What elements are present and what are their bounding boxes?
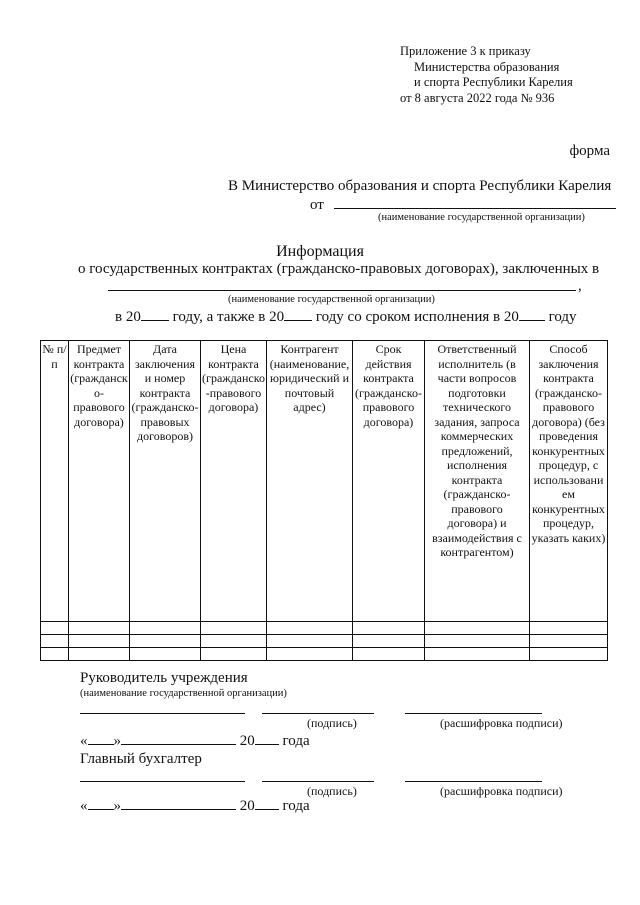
table-cell[interactable]	[425, 622, 530, 635]
org-caption-1: (наименование государственной организации)	[378, 212, 585, 223]
org-caption-2: (наименование государственной организации)	[228, 294, 435, 305]
accountant-org-line[interactable]	[80, 781, 245, 782]
table-cell[interactable]	[530, 635, 608, 648]
accountant-decoding-line[interactable]	[405, 781, 542, 782]
document-subtitle: о государственных контрактах (гражданско-правовых договорах), заключенных в	[78, 261, 600, 277]
year-prefix: 20	[239, 733, 255, 749]
table-row	[41, 635, 608, 648]
table-cell[interactable]	[425, 635, 530, 648]
head-date-row	[80, 733, 310, 750]
year-suffix: года	[282, 733, 310, 749]
table-cell[interactable]	[267, 648, 353, 661]
table-cell[interactable]	[353, 635, 425, 648]
accountant-year-blank[interactable]	[255, 809, 279, 810]
document-title: Информация	[276, 243, 364, 260]
col-subject-header: Предмет контракта (гражданско-правового договора)	[69, 341, 130, 622]
accountant-signature-line[interactable]	[262, 781, 374, 782]
year-blank-3[interactable]	[519, 320, 545, 321]
year-line	[115, 309, 577, 326]
head-org-line[interactable]	[80, 713, 245, 714]
col-method-header: Способ заключения контракта (гражданско-правового договора) (без проведения конкурентных процедур, с использованием конкурентных процедур, указать каких)	[530, 341, 608, 622]
table-cell[interactable]	[130, 622, 201, 635]
accountant-signature-caption: (подпись)	[307, 784, 357, 798]
head-decoding-line[interactable]	[405, 713, 542, 714]
col-date-header: Дата заключения и номер контракта (гражданско-правовых договоров)	[130, 341, 201, 622]
appendix-line-1: Приложение 3 к приказу	[400, 44, 531, 58]
contracts-table	[40, 340, 608, 661]
head-day-blank[interactable]	[88, 744, 114, 745]
table-cell[interactable]	[201, 648, 267, 661]
table-cell[interactable]	[69, 635, 130, 648]
head-signature-caption: (подпись)	[307, 716, 357, 730]
year-prefix: 20	[239, 798, 255, 814]
from-label: от	[310, 197, 324, 213]
col-executor-header: Ответственный исполнитель (в части вопросов подготовки технического задания, запроса коммерческих предложений, исполнения контракта (гражданско-правового договора) и взаимодействия с контрагентом)	[425, 341, 530, 622]
from-org-line[interactable]	[334, 208, 616, 209]
table-cell[interactable]	[267, 622, 353, 635]
year-part-2: году, а также в 20	[172, 309, 285, 325]
head-year-blank[interactable]	[255, 744, 279, 745]
table-cell[interactable]	[201, 635, 267, 648]
quote-open: «	[80, 733, 88, 749]
head-title: Руководитель учреждения	[80, 670, 248, 686]
accountant-title: Главный бухгалтер	[80, 751, 202, 767]
subtitle-comma: ,	[578, 278, 582, 294]
addressee: В Министерство образования и спорта Республики Карелия	[228, 178, 612, 194]
table-cell[interactable]	[41, 622, 69, 635]
head-month-blank[interactable]	[121, 744, 236, 745]
table-cell[interactable]	[267, 635, 353, 648]
year-part-3: году со сроком исполнения в 20	[315, 309, 519, 325]
appendix-header	[400, 44, 573, 106]
appendix-line-2: Министерства образования	[414, 59, 560, 74]
table-cell[interactable]	[69, 622, 130, 635]
table-cell[interactable]	[201, 622, 267, 635]
quote-open: «	[80, 798, 88, 814]
table-cell[interactable]	[130, 635, 201, 648]
table-cell[interactable]	[41, 635, 69, 648]
col-price-header: Цена контракта (гражданско-правового договора)	[201, 341, 267, 622]
appendix-line-3: и спорта Республики Карелия	[414, 75, 573, 89]
table-cell[interactable]	[130, 648, 201, 661]
year-blank-1[interactable]	[141, 320, 169, 321]
table-cell[interactable]	[425, 648, 530, 661]
accountant-day-blank[interactable]	[88, 809, 114, 810]
year-part-1: в 20	[115, 309, 141, 325]
appendix-line-4: от 8 августа 2022 года № 936	[400, 90, 555, 105]
table-cell[interactable]	[353, 648, 425, 661]
accountant-month-blank[interactable]	[121, 809, 236, 810]
head-signature-line[interactable]	[262, 713, 374, 714]
year-suffix: года	[282, 798, 310, 814]
quote-close: »	[113, 798, 121, 814]
form-label: форма	[569, 143, 610, 159]
table-header-row	[41, 341, 608, 622]
table-cell[interactable]	[69, 648, 130, 661]
table-row	[41, 622, 608, 635]
year-part-4: году	[548, 309, 577, 325]
col-term-header: Срок действия контракта (гражданско-правового договора)	[353, 341, 425, 622]
head-org-caption: (наименование государственной организации)	[80, 688, 287, 699]
accountant-decoding-caption: (расшифровка подписи)	[440, 784, 563, 798]
table-cell[interactable]	[353, 622, 425, 635]
col-number-header: № п/п	[41, 341, 69, 622]
table-cell[interactable]	[530, 648, 608, 661]
accountant-date-row	[80, 798, 310, 815]
head-decoding-caption: (расшифровка подписи)	[440, 716, 563, 730]
org-line-2[interactable]	[108, 290, 576, 291]
year-blank-2[interactable]	[284, 320, 312, 321]
table-row	[41, 648, 608, 661]
table-cell[interactable]	[41, 648, 69, 661]
quote-close: »	[113, 733, 121, 749]
table-cell[interactable]	[530, 622, 608, 635]
col-counterparty-header: Контрагент (наименование, юридический и почтовый адрес)	[267, 341, 353, 622]
